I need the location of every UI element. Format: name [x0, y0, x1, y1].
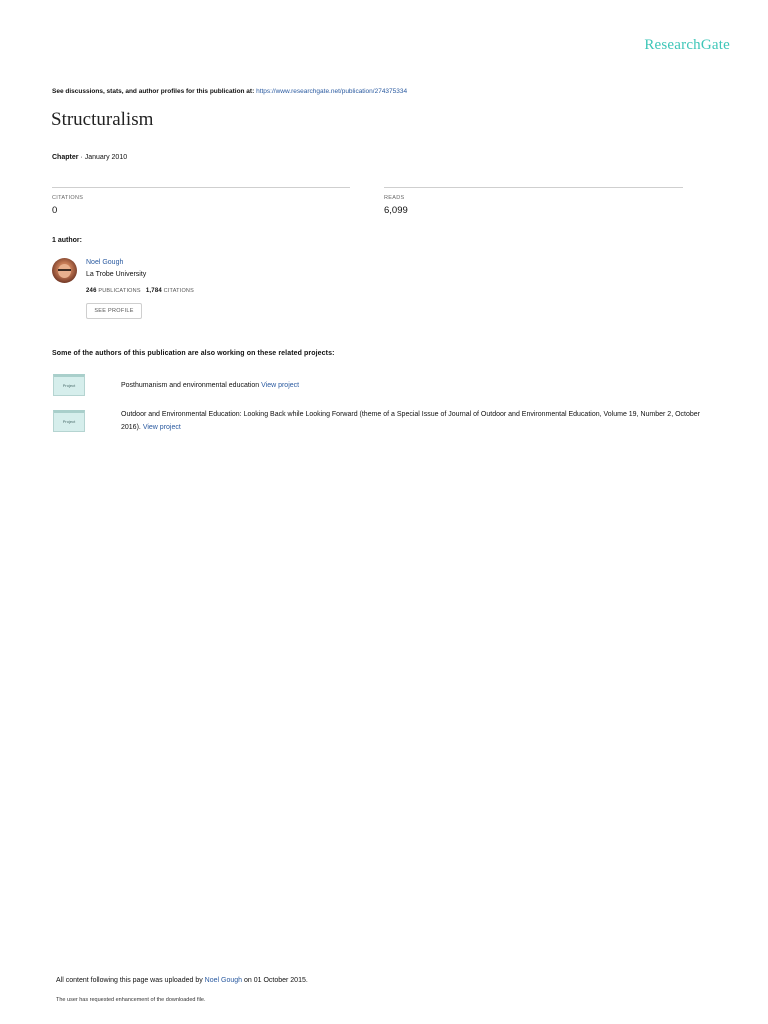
- discussion-notice-text: See discussions, stats, and author profiles for this publication at:: [52, 88, 255, 95]
- citations-divider: [52, 187, 350, 188]
- uploader-link[interactable]: Noel Gough: [204, 977, 243, 984]
- author-name-link[interactable]: Noel Gough: [86, 259, 124, 266]
- author-stats: [86, 288, 194, 294]
- publication-title: Structuralism: [51, 109, 154, 130]
- project-title-1: Posthumanism and environmental education: [121, 382, 260, 389]
- author-institution: La Trobe University: [86, 271, 147, 278]
- upload-notice: [56, 977, 308, 984]
- project-title-2: Outdoor and Environmental Education: Looking Back while Looking Forward (theme of a Special Issue of Journal of Outdoor and Environmental Education, Volume 19, Number 2, October 2016).: [121, 411, 700, 431]
- authors-heading: 1 author:: [52, 237, 82, 244]
- publication-type: Chapter: [52, 154, 79, 161]
- author-publications-count: 246: [86, 288, 97, 294]
- reads-divider: [384, 187, 683, 188]
- view-project-link-2[interactable]: View project: [142, 423, 181, 431]
- see-profile-button[interactable]: SEE PROFILE: [86, 303, 142, 319]
- publication-url-link[interactable]: https://www.researchgate.net/publication/274375334: [256, 88, 408, 95]
- researchgate-logo[interactable]: ResearchGate: [644, 37, 730, 53]
- upload-prefix: All content following this page was uploaded by: [56, 977, 203, 984]
- reads-label: READS: [384, 195, 405, 201]
- citations-label: CITATIONS: [52, 195, 84, 201]
- author-citations-count: 1,784: [145, 288, 162, 294]
- project-thumbnail-1[interactable]: Project: [53, 374, 85, 396]
- related-projects-heading: Some of the authors of this publication are also working on these related projects:: [52, 350, 335, 357]
- project-item-2: [121, 409, 721, 434]
- meta-separator: ·: [78, 154, 85, 161]
- author-citations-label: CITATIONS: [163, 288, 194, 294]
- publication-date: January 2010: [84, 154, 128, 161]
- reads-value: 6,099: [384, 205, 408, 216]
- project-thumbnail-2[interactable]: Project: [53, 410, 85, 432]
- project-item-1: [121, 380, 721, 393]
- citations-value: 0: [52, 205, 58, 216]
- author-publications-label: PUBLICATIONS: [98, 288, 141, 294]
- author-avatar[interactable]: [52, 258, 77, 283]
- avatar-face-shape: [58, 264, 71, 278]
- enhancement-note: The user has requested enhancement of the downloaded file.: [56, 997, 206, 1003]
- publication-meta: [52, 154, 127, 161]
- upload-suffix: on 01 October 2015.: [243, 977, 308, 984]
- discussion-notice: [52, 88, 407, 95]
- view-project-link-1[interactable]: View project: [261, 382, 300, 389]
- avatar-glasses-shape: [58, 269, 71, 271]
